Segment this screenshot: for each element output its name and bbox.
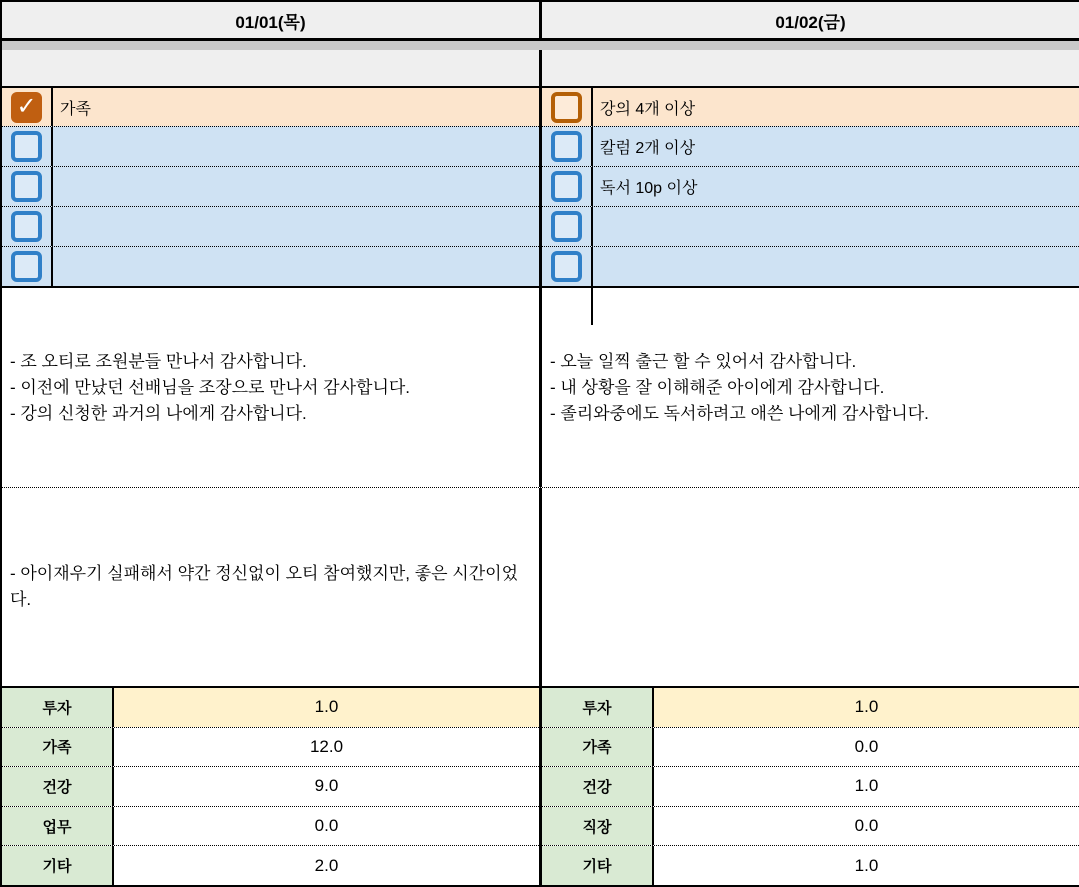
date-label: 01/01(목) — [235, 12, 306, 32]
reflection-section — [2, 488, 1079, 686]
checklist-checkbox[interactable] — [11, 171, 42, 202]
checklist-checkbox[interactable] — [11, 251, 42, 282]
checklist-checkbox[interactable] — [11, 211, 42, 242]
stat-value-cell[interactable]: 1.0 — [854, 776, 879, 796]
day-header-thursday[interactable] — [2, 2, 539, 38]
stat-category-label: 가족 — [2, 728, 112, 767]
checklist-item-label[interactable]: 가족 — [60, 100, 91, 118]
checklist-checkbox[interactable] — [11, 92, 42, 123]
stat-row — [542, 688, 1079, 727]
stat-value-cell[interactable]: 0.0 — [314, 816, 339, 836]
checklist-item-label[interactable] — [53, 127, 539, 166]
checklist-item-label[interactable] — [53, 167, 539, 206]
checklist-right — [542, 88, 1079, 286]
checklist-row — [2, 88, 539, 126]
stat-category-label: 건강 — [2, 767, 112, 806]
checklist-item-label[interactable] — [593, 207, 1079, 246]
stat-category-label: 투자 — [542, 688, 652, 727]
reflection-text: - 아이재우기 실패해서 약간 정신없이 오티 참여했지만, 좋은 시간이었다. — [10, 564, 518, 609]
gratitude-cell-right[interactable] — [542, 288, 1079, 487]
spacer-cell[interactable] — [542, 50, 1079, 86]
stat-category-label: 건강 — [542, 767, 652, 806]
checklist-checkbox[interactable] — [551, 171, 582, 202]
stat-value-cell[interactable]: 0.0 — [854, 816, 879, 836]
checklist-row — [542, 166, 1079, 206]
gratitude-line: - 조 오티로 조원분들 만나서 감사합니다. — [10, 351, 307, 371]
stat-value-cell[interactable]: 2.0 — [314, 855, 339, 875]
checklist-checkbox[interactable] — [551, 131, 582, 162]
checklist-checkbox[interactable] — [551, 92, 582, 123]
frozen-row-strip — [2, 41, 1079, 50]
checklist-row — [542, 206, 1079, 246]
checklist-checkbox[interactable] — [551, 211, 582, 242]
stat-category-label: 가족 — [542, 728, 652, 767]
stat-row — [542, 766, 1079, 806]
stat-row — [2, 727, 539, 767]
stat-value-cell[interactable]: 1.0 — [114, 688, 539, 727]
stat-value-cell[interactable]: 1.0 — [854, 855, 879, 875]
stats-section — [2, 686, 1079, 887]
day-header-friday[interactable] — [542, 2, 1079, 38]
spacer-cell[interactable] — [2, 50, 539, 86]
stat-row — [542, 727, 1079, 767]
cell-divider-stub — [591, 288, 593, 325]
checklist-section — [2, 88, 1079, 288]
stat-category-label: 직장 — [542, 807, 652, 846]
reflection-cell-right[interactable] — [542, 488, 1079, 686]
checklist-checkbox[interactable] — [551, 251, 582, 282]
checklist-row — [542, 88, 1079, 126]
checklist-row — [2, 246, 539, 286]
stats-table-right — [542, 688, 1079, 885]
gratitude-cell-left[interactable] — [2, 288, 539, 487]
spacer-row — [2, 50, 1079, 88]
stat-value-cell[interactable]: 1.0 — [654, 688, 1079, 727]
stat-value-cell[interactable]: 0.0 — [854, 736, 879, 756]
checklist-checkbox[interactable] — [11, 131, 42, 162]
checklist-item-label[interactable]: 강의 4개 이상 — [600, 100, 696, 118]
checklist-row — [2, 166, 539, 206]
checklist-item-label[interactable]: 독서 10p 이상 — [600, 180, 698, 197]
stat-category-label: 업무 — [2, 807, 112, 846]
stat-row — [2, 688, 539, 727]
gratitude-section — [2, 288, 1079, 488]
stat-category-label: 기타 — [2, 846, 112, 885]
stat-row — [2, 806, 539, 846]
stat-value-cell[interactable]: 9.0 — [314, 776, 339, 796]
reflection-cell-left[interactable] — [2, 488, 539, 686]
checklist-row — [542, 126, 1079, 166]
stat-category-label: 기타 — [542, 846, 652, 885]
stat-category-label: 투자 — [2, 688, 112, 727]
stat-row — [2, 845, 539, 885]
gratitude-line: - 이전에 만났던 선배님을 조장으로 만나서 감사합니다. — [10, 377, 411, 397]
checklist-row — [2, 126, 539, 166]
check-icon: ✓ — [16, 93, 37, 120]
stat-value-cell[interactable]: 12.0 — [309, 736, 344, 756]
checklist-left — [2, 88, 539, 286]
checklist-item-label[interactable] — [53, 247, 539, 286]
gratitude-line: - 강의 신청한 과거의 나에게 감사합니다. — [10, 403, 307, 423]
date-header-row — [2, 0, 1079, 41]
date-label: 01/02(금) — [775, 12, 846, 32]
stat-row — [542, 806, 1079, 846]
checklist-item-label[interactable] — [53, 207, 539, 246]
checklist-item-label[interactable]: 칼럼 2개 이상 — [600, 140, 696, 157]
gratitude-line: - 졸리와중에도 독서하려고 애쓴 나에게 감사합니다. — [550, 403, 929, 423]
checklist-row — [2, 206, 539, 246]
stats-table-left — [2, 688, 539, 885]
checklist-row — [542, 246, 1079, 286]
stat-row — [542, 845, 1079, 885]
stat-row — [2, 766, 539, 806]
gratitude-line: - 내 상황을 잘 이해해준 아이에게 감사합니다. — [550, 377, 885, 397]
checklist-item-label[interactable] — [593, 247, 1079, 286]
gratitude-line: - 오늘 일찍 출근 할 수 있어서 감사합니다. — [550, 351, 857, 371]
